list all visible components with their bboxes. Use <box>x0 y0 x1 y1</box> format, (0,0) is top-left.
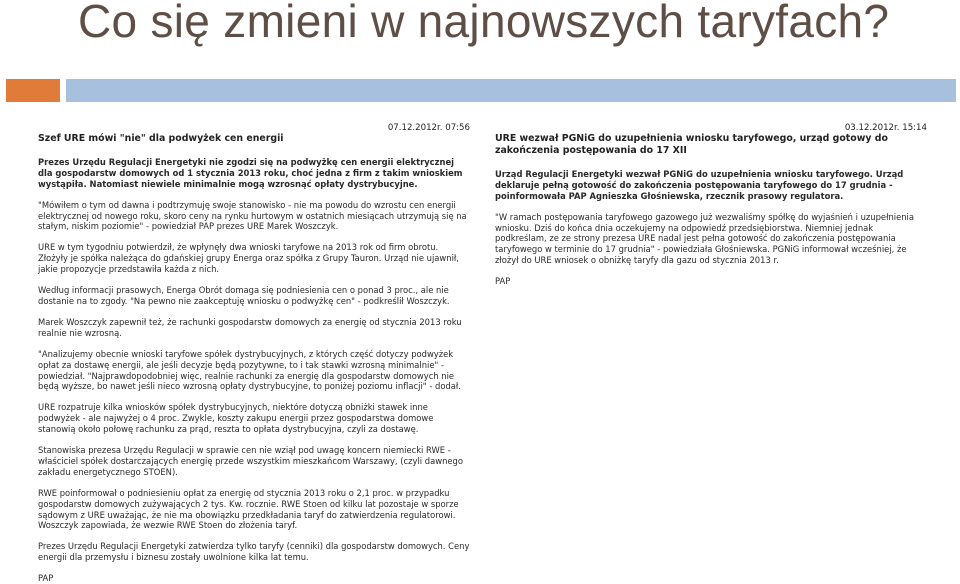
article-lead: Urząd Regulacji Energetyki wezwał PGNiG do uzupełnienia wniosku taryfowego. Urząd deklaruje pełną gotowość do zakończenia postępowania taryfowego do 17 grudnia - poinformowała PAP Agnieszka Głośniewska, rzecznik prasowy regulatora. <box>495 168 904 201</box>
article-left <box>38 123 470 584</box>
article-headline: URE wezwał PGNiG do uzupełnienia wniosku taryfowego, urząd gotowy do zakończenia postępowania do 17 XII <box>495 132 888 156</box>
article-paragraph: Stanowiska prezesa Urzędu Regulacji w sprawie cen nie wziął pod uwagę koncern niemiecki RWE - właściciel spółek dostarczających energię przede wszystkim mieszkańcom Warszawy, (czyli dawnego zakładu energetycznego STOEN). <box>38 445 463 477</box>
article-lead: Prezes Urzędu Regulacji Energetyki nie zgodzi się na podwyżkę cen energii elektrycznej dla gospodarstw domowych od 1 stycznia 2013 roku, choć jedna z firm z takim wnioskiem wystąpiła. Natomiast niewiele minimalnie mogą wzrosnąć opłaty dystrybucyjne. <box>38 156 463 189</box>
article-paragraph: URE rozpatruje kilka wniosków spółek dystrybucyjnych, niektóre dotyczą obniżki stawek inne podwyżek - ale najwyżej o 4 proc. Zwykle, koszty zakupu energii przez gospodarstwa domowe stanowią około połowę rachunku za prąd, reszta to opłata dystrybucyjna, czyli za dostawę. <box>38 402 434 435</box>
article-paragraph: "Mówiłem o tym od dawna i podtrzymuję swoje stanowisko - nie ma powodu do wzrostu cen energii elektrycznej od nowego roku, skoro ceny na rynku hurtowym w ostatnich miesiącach utrzymują się na stałym, niskim poziomie" - powiedział PAP prezes URE Marek Woszczyk. <box>38 199 467 232</box>
article-paragraph: "W ramach postępowania taryfowego gazowego już wezwaliśmy spółkę do wyjaśnień i uzupełnienia wniosku. Dziś do końca dnia oczekujemy na odpowiedź przedsiębiorstwa. Niemniej jednak podkreślam, ze ze strony prezesa URE nadal jest pełna gotowość do zakończenia postępowania taryfowego w terminie do 17 grudnia" - powiedziała Głośniewska. PGNiG informował wcześniej, że złożył do URE wniosek o obniżkę taryfy dla gazu od stycznia 2013 r. <box>495 211 914 266</box>
article-paragraph: URE w tym tygodniu potwierdził, że wpłynęły dwa wnioski taryfowe na 2013 rok od firm obrotu. Złożyły je spółka należąca do gdańskiej grupy Energa oraz spółka z Grupy Tauron. Urząd nie ujawnił, jakie propozycje przedstawiła każda z nich. <box>38 242 459 275</box>
article-source: PAP <box>38 573 54 584</box>
article-paragraph: Według informacji prasowych, Energa Obrót domaga się podniesienia cen o ponad 3 proc., ale nie dostanie na to zgody. "Na pewno nie zaakceptuję wniosku o podwyżkę cen" - podkreślił Woszczyk. <box>38 285 450 306</box>
article-date: 03.12.2012r. 15:14 <box>844 123 927 133</box>
slide-title: Co się zmieni w najnowszych taryfach? <box>78 0 890 47</box>
article-paragraph: RWE poinformował o podniesieniu opłat za energię od stycznia 2013 roku o 2,1 proc. w przypadku gospodarstw domowych zużywających 2 tys. Kw. rocznie. RWE Stoen od kilku lat pozostaje w sporze sądowym z URE uważając, że nie ma obowiązku przedkładania taryf do zatwierdzenia regulatorowi. Woszczyk zapowiada, że wezwie RWE Stoen do złożenia taryf. <box>38 487 459 531</box>
article-headline: Szef URE mówi "nie" dla podwyżek cen energii <box>38 132 284 144</box>
accent-bar-blue <box>66 79 956 102</box>
article-date: 07.12.2012r. 07:56 <box>387 123 470 133</box>
article-paragraph: "Analizujemy obecnie wnioski taryfowe spółek dystrybucyjnych, z których część dotyczy podwyżek opłat za dostawę energii, ale jeśli decyzje będą pozytywne, to i tak stawki wzrosną minimalnie" - powiedział. "Najprawdopodobniej więc, realnie rachunki za energię dla gospodarstw domowych nie będą wyższe, bo nawet jeśli nieco wzrosną opłaty dystrybucyjne, to poniżej poziomu inflacji" - dodał. <box>38 348 461 392</box>
accent-bar-orange <box>6 79 60 102</box>
article-paragraph: Marek Woszczyk zapewnił też, że rachunki gospodarstw domowych za energię od stycznia 2013 roku realnie nie wzrosną. <box>38 316 462 338</box>
article-paragraph: Prezes Urzędu Regulacji Energetyki zatwierdza tylko taryfy (cenniki) dla gospodarstw domowych. Ceny energii dla przemysłu i biznesu zostały uwolnione kilka lat temu. <box>38 541 470 563</box>
article-right <box>495 123 927 287</box>
article-source: PAP <box>495 276 511 287</box>
